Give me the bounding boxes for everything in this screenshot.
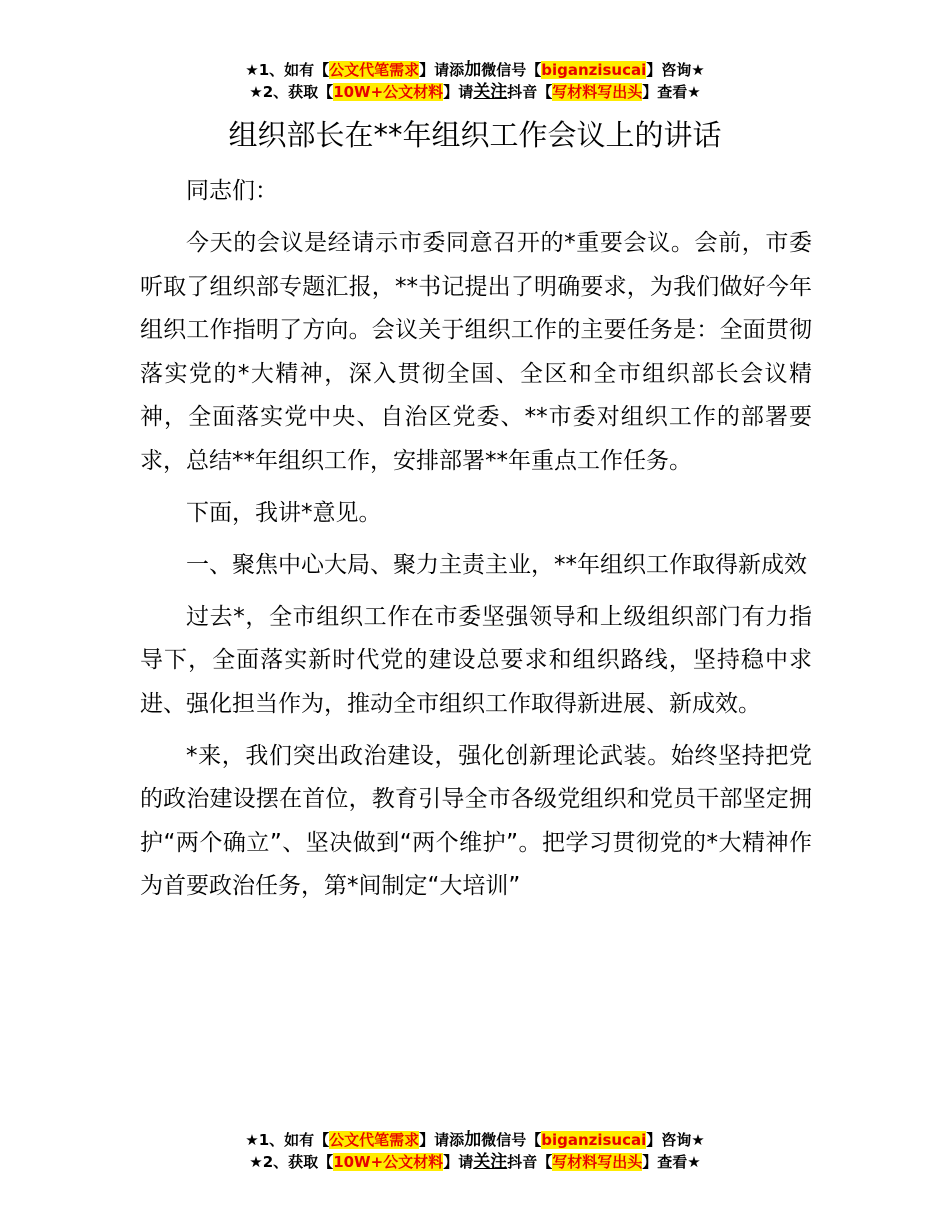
document-title: 组织部长在**年组织工作会议上的讲话 [228,118,722,152]
banner-douyin-id: 写材料写出头 [552,83,643,101]
banner-wechat-id: biganzisucai [541,61,647,79]
banner-highlight: 10W+公文材料 [333,1153,444,1171]
header-banner [0,59,950,103]
document-body [140,170,812,917]
paragraph: *来，我们突出政治建设，强化创新理论武装。始终坚持把党的政治建设摆在首位，教育引导全市各级党组织和党员干部坚定拥护“两个确立”、坚决做到“两个维护”。把学习贯彻党的*大精神作为首要政治任务，第*间制定“大培训” [140,742,812,899]
banner-wechat-id: biganzisucai [541,1131,647,1149]
footer-banner [0,1129,950,1173]
paragraph: 过去*，全市组织工作在市委坚强领导和上级组织部门有力指导下，全面落实新时代党的建设总要求和组织路线，坚持稳中求进、强化担当作为，推动全市组织工作取得新进展、新成效。 [140,603,812,717]
banner-highlight: 10W+公文材料 [333,83,444,101]
banner-line-2: ★2、获取【10W+公文材料】请关注抖音【写材料写出头】查看★ [249,82,701,102]
banner-line-1: ★1、如有【公文代笔需求】请添加微信号【biganzisucai】咨询★ [245,1130,705,1150]
banner-highlight: 公文代笔需求 [329,1131,420,1149]
salutation: 同志们： [186,178,278,204]
banner-douyin-id: 写材料写出头 [552,1153,643,1171]
banner-line-2: ★2、获取【10W+公文材料】请关注抖音【写材料写出头】查看★ [249,1152,701,1172]
banner-line-1: ★1、如有【公文代笔需求】请添加微信号【biganzisucai】咨询★ [245,60,705,80]
paragraph: 今天的会议是经请示市委同意召开的*重要会议。会前，市委听取了组织部专题汇报，**书记提出了明确要求，为我们做好今年组织工作指明了方向。会议关于组织工作的主要任务是：全面贯彻落实党的*大精神，深入贯彻全国、全区和全市组织部长会议精神，全面落实党中央、自治区党委、**市委对组织工作的部署要求，总结**年组织工作，安排部署**年重点工作任务。 [140,230,812,474]
section-heading: 一、聚焦中心大局、聚力主责主业，**年组织工作取得新成效 [186,551,807,578]
banner-highlight: 公文代笔需求 [329,61,420,79]
paragraph: 下面，我讲*意见。 [186,499,382,526]
